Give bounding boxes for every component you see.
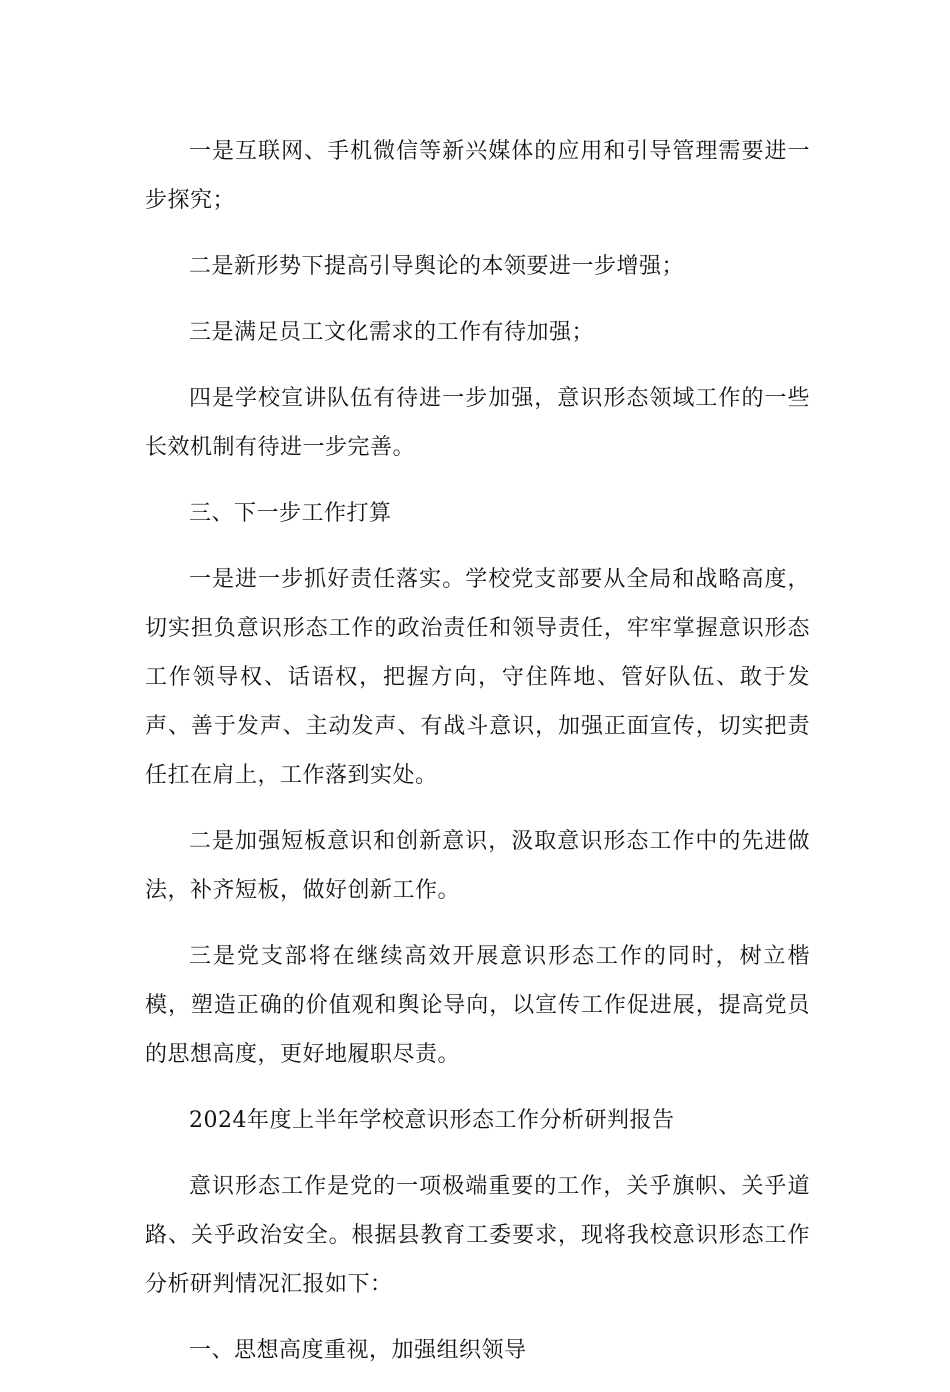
paragraph-issue-4: 四是学校宣讲队伍有待进一步加强，意识形态领域工作的一些长效机制有待进一步完善。 xyxy=(145,386,810,460)
paragraph-plan-2: 二是加强短板意识和创新意识，汲取意识形态工作中的先进做法，补齐短板，做好创新工作。 xyxy=(145,829,810,903)
report-title: 2024年度上半年学校意识形态工作分析研判报告 xyxy=(189,1108,675,1133)
paragraph-report-intro: 意识形态工作是党的一项极端重要的工作，关乎旗帜、关乎道路、关乎政治安全。根据县教育工委要求，现将我校意识形态工作分析研判情况汇报如下： xyxy=(145,1174,810,1297)
section-heading-leadership: 一、思想高度重视，加强组织领导 xyxy=(189,1338,527,1363)
paragraph-issue-2: 二是新形势下提高引导舆论的本领要进一步增强； xyxy=(189,254,685,279)
section-heading-next-steps: 三、下一步工作打算 xyxy=(189,501,392,526)
paragraph-plan-3: 三是党支部将在继续高效开展意识形态工作的同时，树立楷模，塑造正确的价值观和舆论导向，以宣传工作促进展，提高党员的思想高度，更好地履职尽责。 xyxy=(145,944,810,1067)
paragraph-issue-3: 三是满足员工文化需求的工作有待加强； xyxy=(189,320,595,345)
paragraph-issue-1: 一是互联网、手机微信等新兴媒体的应用和引导管理需要进一步探究； xyxy=(145,139,810,213)
document-body xyxy=(145,127,810,1392)
paragraph-plan-1: 一是进一步抓好责任落实。学校党支部要从全局和战略高度，切实担负意识形态工作的政治责任和领导责任，牢牢掌握意识形态工作领导权、话语权，把握方向，守住阵地、管好队伍、敢于发声、善于发声、主动发声、有战斗意识，加强正面宣传，切实把责任扛在肩上，工作落到实处。 xyxy=(145,567,810,788)
